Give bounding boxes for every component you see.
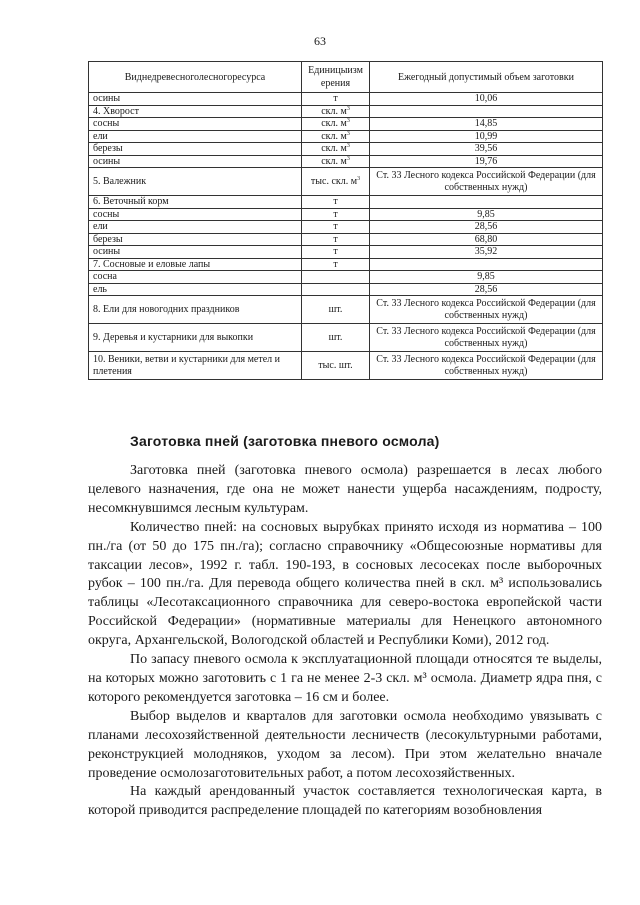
body-text: [88, 462, 602, 821]
table-row: [89, 233, 603, 246]
unit-cell: [302, 118, 370, 131]
annual-volume-cell: Ст. 33 Лесного кодекса Российской Федерации (для собственных нужд): [370, 324, 603, 352]
unit-text: тыс. шт.: [318, 359, 353, 371]
unit-cell: [302, 246, 370, 259]
unit-text: скл. м: [321, 143, 347, 154]
paragraph: Выбор выделов и кварталов для заготовки осмола необходимо увязывать с планами лесохозяйственной деятельности лесничеств (лесокультурными работами, реконструкцией молодняков, уходом за лесом). При этом желательно вначале проведение осмолозаготовительных работ, а потом лесохозяйственных.: [88, 708, 602, 781]
annual-volume-cell: Ст. 33 Лесного кодекса Российской Федерации (для собственных нужд): [370, 168, 603, 196]
unit-text: скл. м: [321, 130, 347, 142]
table-row: [89, 168, 603, 196]
table-row: [89, 105, 603, 118]
resource-name-cell: 4. Хворост: [89, 105, 302, 118]
resource-name-cell: сосна: [89, 271, 302, 284]
unit-cell: [302, 233, 370, 246]
unit-cell: [302, 105, 370, 118]
unit-cell: [302, 296, 370, 324]
table-row: [89, 130, 603, 143]
annual-volume-cell: 39,56: [370, 143, 603, 156]
resource-name-cell: березы: [89, 233, 302, 246]
resource-name-cell: ели: [89, 130, 302, 143]
unit-text: т: [333, 258, 338, 270]
table-row: [89, 221, 603, 234]
unit-superscript: 3: [346, 143, 350, 149]
unit-text: скл. м: [321, 155, 347, 167]
annual-volume-cell: Ст. 33 Лесного кодекса Российской Федерации (для собственных нужд): [370, 296, 603, 324]
resource-name-cell: 8. Ели для новогодних праздников: [89, 296, 302, 324]
unit-cell: [302, 155, 370, 168]
annual-volume-cell: 14,85: [370, 118, 603, 131]
paragraph: Заготовка пней (заготовка пневого осмола) разрешается в лесах любого целевого назначения, где она не может нанести ущерба насаждениям, подросту, несомкнувшимся лесным культурам.: [88, 463, 602, 516]
paragraph: По запасу пневого осмола к эксплуатационной площади относятся те выделы, на которых можно заготовить с 1 га не менее 2-3 скл. м³ осмола. Диаметр ядра пня, с которого рекомендуется заготовка – 16 см и более.: [88, 652, 602, 705]
unit-cell: [302, 283, 370, 296]
table-row: [89, 93, 603, 106]
table-row: [89, 283, 603, 296]
resource-name-cell: березы: [89, 143, 302, 156]
table-row: [89, 258, 603, 271]
table-row: [89, 324, 603, 352]
resource-name-cell: ели: [89, 221, 302, 234]
unit-cell: [302, 93, 370, 106]
annual-volume-cell: [370, 196, 603, 209]
unit-text: т: [333, 208, 338, 220]
unit-cell: [302, 271, 370, 284]
table-row: [89, 196, 603, 209]
unit-superscript: 3: [357, 175, 361, 182]
annual-volume-cell: [370, 105, 603, 118]
unit-cell: [302, 324, 370, 352]
header-unit: Единицыизм ерения: [302, 62, 370, 93]
unit-cell: [302, 258, 370, 271]
annual-volume-cell: Ст. 33 Лесного кодекса Российской Федерации (для собственных нужд): [370, 352, 603, 380]
header-annual-volume: Ежегодный допустимый объем заготовки: [370, 62, 603, 93]
table-row: [89, 246, 603, 259]
unit-text: скл. м: [321, 105, 347, 117]
resource-name-cell: осины: [89, 155, 302, 168]
resource-name-cell: 6. Веточный корм: [89, 196, 302, 209]
resource-name-cell: 5. Валежник: [89, 168, 302, 196]
resource-name-cell: 9. Деревья и кустарники для выкопки: [89, 324, 302, 352]
table-header-row: [89, 62, 603, 93]
table-row: [89, 118, 603, 131]
annual-volume-cell: 28,56: [370, 221, 603, 234]
unit-text: т: [333, 246, 338, 257]
table-row: [89, 296, 603, 324]
annual-volume-cell: 9,85: [370, 208, 603, 221]
table-row: [89, 143, 603, 156]
table-body: [89, 93, 603, 380]
unit-text: шт.: [328, 303, 343, 315]
paragraph: На каждый арендованный участок составляется технологическая карта, в которой приводится распределение площадей по категориям возобновления: [88, 784, 602, 819]
table-row: [89, 155, 603, 168]
unit-cell: [302, 168, 370, 196]
unit-cell: [302, 208, 370, 221]
resource-table: [88, 61, 603, 380]
unit-cell: [302, 130, 370, 143]
table-row: [89, 352, 603, 380]
unit-cell: [302, 352, 370, 380]
unit-cell: [302, 143, 370, 156]
page-number: 63: [314, 34, 326, 48]
unit-text: т: [333, 233, 338, 245]
resource-name-cell: сосны: [89, 118, 302, 131]
unit-text: т: [333, 93, 338, 104]
annual-volume-cell: 19,76: [370, 155, 603, 168]
resource-name-cell: осины: [89, 93, 302, 106]
resource-name-cell: ель: [89, 283, 302, 296]
header-resource-type: Виднедревесноголесногоресурса: [89, 62, 302, 93]
unit-superscript: 3: [346, 118, 350, 124]
unit-text: т: [333, 196, 338, 207]
unit-superscript: 3: [346, 155, 350, 162]
annual-volume-cell: 28,56: [370, 283, 603, 296]
unit-cell: [302, 196, 370, 209]
annual-volume-cell: [370, 258, 603, 271]
unit-superscript: 3: [346, 105, 350, 112]
unit-superscript: 3: [346, 130, 350, 137]
annual-volume-cell: 35,92: [370, 246, 603, 259]
table-row: [89, 208, 603, 221]
unit-cell: [302, 221, 370, 234]
annual-volume-cell: 9,85: [370, 271, 603, 284]
resource-name-cell: осины: [89, 246, 302, 259]
unit-text: т: [333, 221, 338, 232]
table-row: [89, 271, 603, 284]
resource-name-cell: сосны: [89, 208, 302, 221]
unit-text: скл. м: [321, 118, 347, 129]
unit-text: шт.: [328, 331, 343, 343]
paragraph: Количество пней: на сосновых вырубках принято исходя из норматива – 100 пн./га (от 50 до 175 пн./га); согласно справочнику «Общесоюзные нормативы для таксации лесов», 1992 г. табл. 190-193, в сосновых лесосеках после выборочных рубок – 100 пн./га. Для перевода общего количества пней в скл. м³ использовались таблицы «Лесотаксационного справочника для северо-востока европейской части Российской Федерации» (нормативные материалы для Ненецкого автономного округа, Архангельской, Вологодской областей и Республики Коми), 2012 год.: [88, 519, 602, 649]
resource-name-cell: 10. Веники, ветви и кустарники для метел и плетения: [89, 352, 302, 380]
unit-text: тыс. скл. м: [310, 175, 358, 187]
annual-volume-cell: 10,99: [370, 130, 603, 143]
resource-name-cell: 7. Сосновые и еловые лапы: [89, 258, 302, 271]
section-heading: Заготовка пней (заготовка пневого осмола): [130, 433, 440, 449]
annual-volume-cell: 10,06: [370, 93, 603, 106]
annual-volume-cell: 68,80: [370, 233, 603, 246]
